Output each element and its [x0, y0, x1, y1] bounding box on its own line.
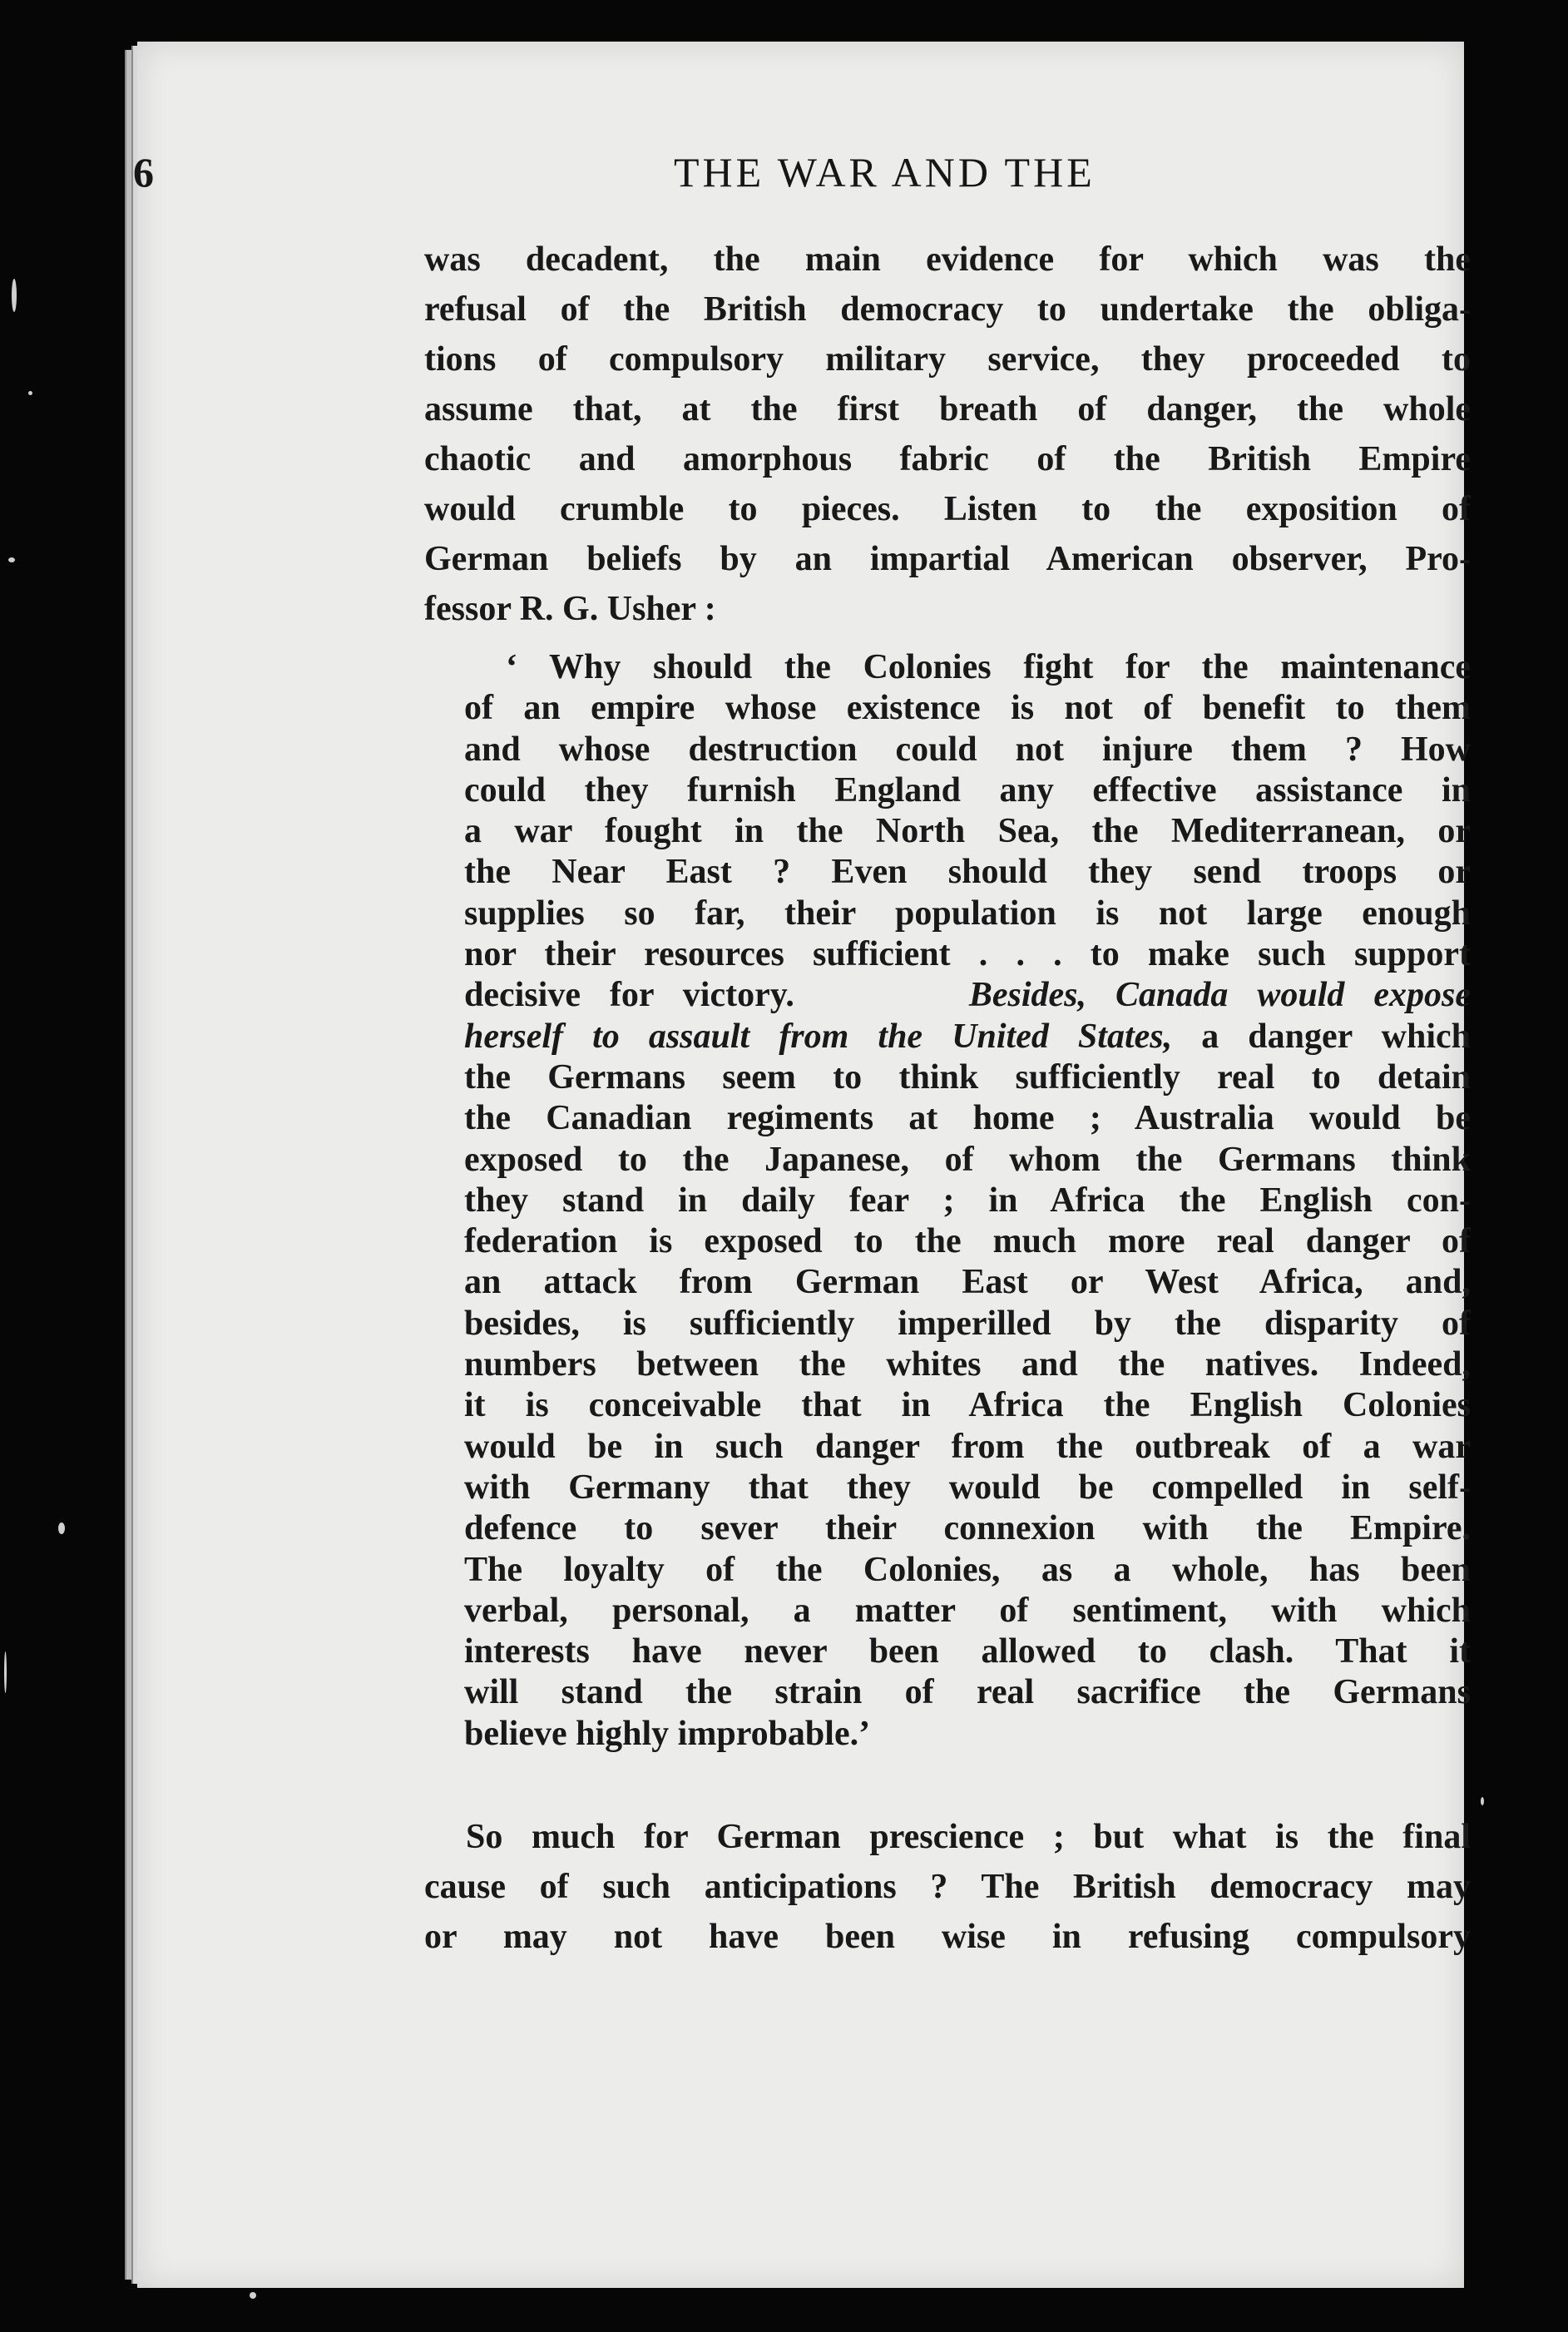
quote-line: supplies so far, their population is not large enough — [464, 894, 1471, 933]
text-line: was decadent, the main evidence for which was the — [424, 240, 1471, 279]
quote-line: verbal, personal, a matter of sentiment, with which — [464, 1591, 1471, 1630]
text-line: chaotic and amorphous fabric of the British Empire — [424, 440, 1471, 478]
quote-line: with Germany that they would be compelled in self- — [464, 1468, 1471, 1507]
quote-line: nor their resources sufficient . . . to make such support — [464, 935, 1471, 974]
text-line: assume that, at the first breath of danger, the whole — [424, 390, 1471, 428]
text-line: So much for German prescience ; but what is the final — [466, 1818, 1471, 1856]
quote-line: a war fought in the North Sea, the Mediterranean, or — [464, 812, 1471, 851]
body-paragraph — [424, 235, 1471, 634]
quote-line: it is conceivable that in Africa the English Colonies — [464, 1386, 1471, 1425]
quote-line: the Germans seem to think sufficiently real to detain — [464, 1057, 1471, 1097]
text-line: would crumble to pieces. Listen to the exposition of — [424, 490, 1471, 528]
dust-speck — [58, 1522, 65, 1534]
italic-emphasis: Besides, Canada would expose — [968, 976, 1471, 1015]
dust-speck — [4, 1651, 7, 1693]
text-line: fessor R. G. Usher : — [424, 590, 716, 628]
quote-line: of an empire whose existence is not of benefit to them — [464, 689, 1471, 728]
italic-emphasis: herself to assault from the United States, — [464, 1017, 1173, 1056]
quote-line: besides, is sufficiently imperilled by the disparity of — [464, 1304, 1471, 1343]
dust-speck — [250, 2292, 256, 2299]
quote-line: exposed to the Japanese, of whom the Germans think — [464, 1140, 1471, 1179]
quote-line: federation is exposed to the much more real danger of — [464, 1222, 1471, 1261]
quote-line: could they furnish England any effective assistance in — [464, 770, 1471, 810]
body-paragraph — [424, 1812, 1471, 1962]
quote-line: ‘ Why should the Colonies fight for the maintenance — [506, 648, 1471, 686]
running-head: THE WAR AND THE — [674, 149, 1096, 196]
dust-speck — [28, 391, 32, 395]
block-quote — [464, 647, 1471, 1755]
page-number: 6 — [133, 149, 154, 196]
text-line: or may not have been wise in refusing compulsory — [424, 1918, 1471, 1956]
text-line: German beliefs by an impartial American observer, Pro- — [424, 540, 1471, 578]
quote-line-mixed — [464, 1017, 1471, 1057]
quote-text: decisive for victory. — [464, 976, 794, 1015]
quote-line: the Canadian regiments at home ; Australia would be — [464, 1099, 1471, 1138]
text-line: cause of such anticipations ? The British democracy may — [424, 1868, 1471, 1906]
quote-line: would be in such danger from the outbreak of a war — [464, 1427, 1471, 1466]
dust-speck — [12, 279, 17, 312]
quote-line: an attack from German East or West Africa, and, — [464, 1263, 1471, 1302]
text-line: tions of compulsory military service, they proceeded to — [424, 340, 1471, 379]
quote-line: and whose destruction could not injure them ? How — [464, 730, 1471, 769]
quote-text: a danger which — [1172, 1017, 1471, 1056]
quote-line: believe highly improbable.’ — [464, 1714, 871, 1753]
quote-line: defence to sever their connexion with the Empire. — [464, 1509, 1471, 1548]
quote-line: The loyalty of the Colonies, as a whole, has been — [464, 1550, 1471, 1589]
dust-speck — [8, 557, 15, 562]
text-line: refusal of the British democracy to undertake the obliga- — [424, 290, 1471, 329]
quote-line-mixed — [464, 975, 1471, 1016]
quote-line: interests have never been allowed to clash. That it — [464, 1632, 1471, 1671]
quote-line: numbers between the whites and the natives. Indeed, — [464, 1345, 1471, 1384]
quote-line: will stand the strain of real sacrifice the Germans — [464, 1673, 1471, 1712]
dust-speck — [1481, 1797, 1484, 1805]
quote-line: the Near East ? Even should they send troops or — [464, 853, 1471, 892]
quote-line: they stand in daily fear ; in Africa the English con- — [464, 1181, 1471, 1220]
